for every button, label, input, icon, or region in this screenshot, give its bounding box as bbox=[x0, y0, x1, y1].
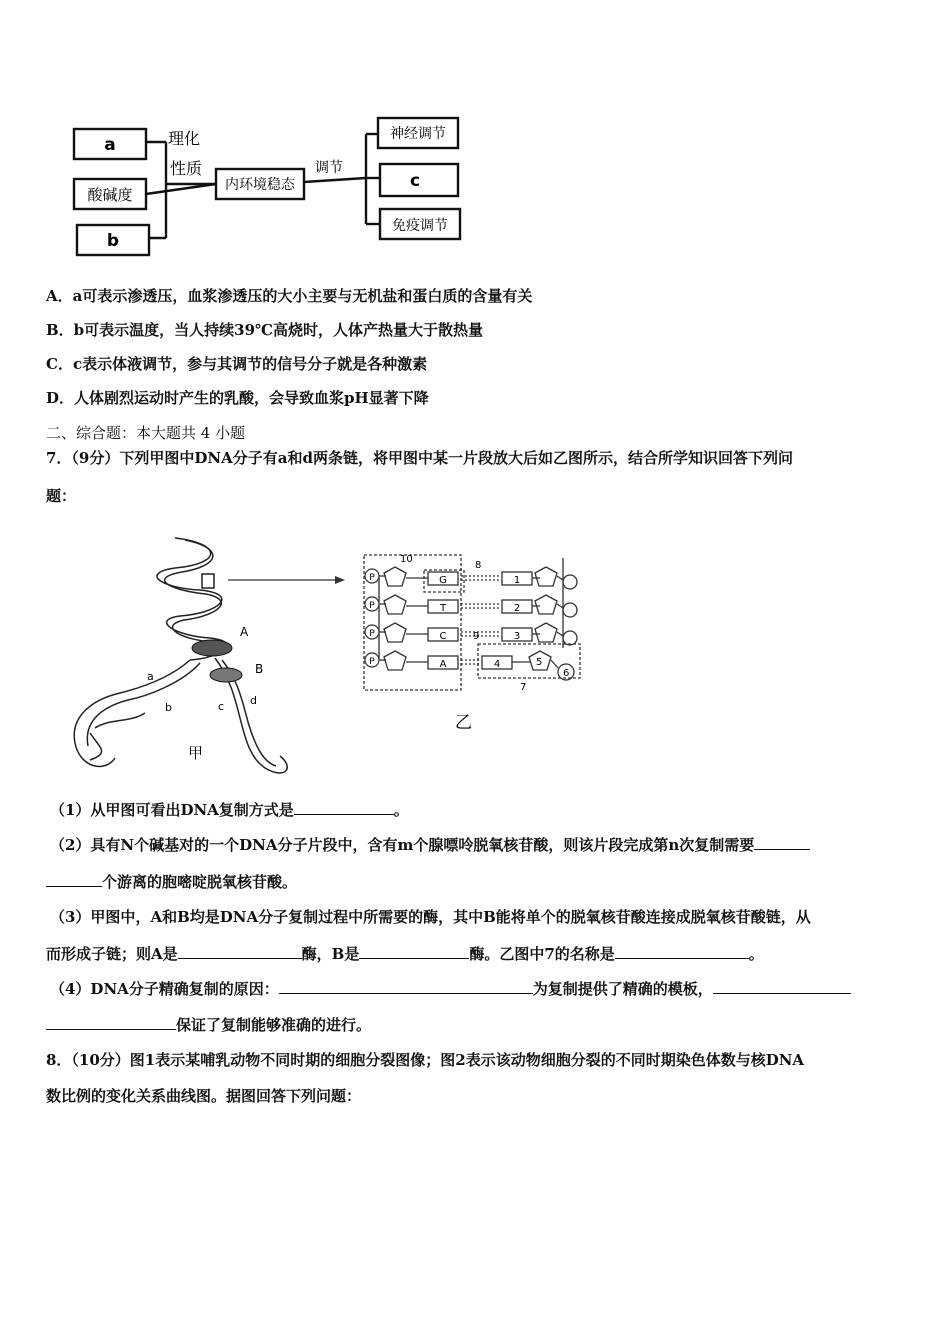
answer-blank-4b[interactable] bbox=[713, 979, 851, 994]
q7-part-3b: 而形成子链；则A是 酶，B是 酶。乙图中7的名称是 。 bbox=[46, 945, 764, 963]
answer-blank-4c[interactable] bbox=[46, 1015, 176, 1030]
base-left-1: G bbox=[439, 575, 447, 586]
fig1-immune: 免疫调节 bbox=[392, 218, 448, 234]
q7-part-1: （1）从甲图可看出DNA复制方式是 。 bbox=[50, 801, 409, 819]
phosphate-3: P bbox=[369, 629, 375, 639]
base-right-4: 4 bbox=[493, 659, 501, 670]
q6-option-a: A．a可表示渗透压，血浆渗透压的大小主要与无机盐和蛋白质的含量有关 bbox=[46, 287, 533, 305]
num-8: 8 bbox=[475, 560, 482, 571]
caption-jia: 甲 bbox=[188, 744, 204, 762]
row-2 bbox=[379, 595, 577, 617]
label-a: a bbox=[147, 670, 154, 683]
q7-part-3: （3）甲图中，A和B均是DNA分子复制过程中所需要的酶，其中B能将单个的脱氧核苷酸连接成脱氧核苷酸链，从 bbox=[50, 908, 811, 926]
answer-blank-3b[interactable] bbox=[359, 944, 469, 959]
num-10: 10 bbox=[400, 554, 413, 565]
dna-helix-drawing bbox=[74, 538, 287, 773]
answer-blank-1[interactable] bbox=[294, 800, 394, 815]
base-left-4: A bbox=[439, 659, 447, 670]
row-4 bbox=[379, 651, 574, 680]
q8-stem-2: 数比例的变化关系曲线图。据图回答下列问题： bbox=[46, 1087, 362, 1105]
phosphate-4: P bbox=[369, 657, 375, 667]
label-b: b bbox=[165, 701, 172, 714]
q6-option-c: C．c表示体液调节，参与其调节的信号分子就是各种激素 bbox=[46, 355, 428, 373]
q6-option-d: D．人体剧烈运动时产生的乳酸，会导致血浆pH显著下降 bbox=[46, 389, 429, 407]
fig1-physchem-1: 理化 bbox=[168, 129, 201, 148]
phosphate-2: P bbox=[369, 601, 375, 611]
base-right-3: 3 bbox=[513, 631, 521, 642]
base-left-3: C bbox=[439, 631, 447, 642]
q7-part-4: （4）DNA分子精确复制的原因： 为复制提供了精确的模板， bbox=[50, 979, 851, 999]
base-right-2: 2 bbox=[513, 603, 521, 614]
num-7: 7 bbox=[520, 682, 527, 693]
phosphate-1: P bbox=[369, 573, 375, 583]
base-left-2: T bbox=[439, 603, 447, 614]
q7-stem-1: 7．（9分）下列甲图中DNA分子有a和d两条链，将甲图中某一片段放大后如乙图所示，结合所学知识回答下列问 bbox=[46, 449, 793, 467]
q7-part-4b: 保证了复制能够准确的进行。 bbox=[46, 1015, 371, 1035]
answer-blank-2a[interactable] bbox=[754, 835, 810, 850]
num-6: 6 bbox=[563, 668, 570, 679]
homeostasis-diagram bbox=[70, 112, 470, 262]
fig1-regulate: 调节 bbox=[315, 160, 343, 176]
fig1-box-a: a bbox=[104, 135, 116, 155]
num-9: 9 bbox=[473, 631, 480, 642]
enzyme-a-ellipse bbox=[192, 640, 232, 656]
fig1-box-acid: 酸碱度 bbox=[87, 186, 133, 204]
fig1-box-b: b bbox=[106, 231, 120, 251]
answer-blank-3c[interactable] bbox=[615, 944, 749, 959]
q7-part-2: （2）具有N个碱基对的一个DNA分子片段中，含有m个腺嘌呤脱氧核苷酸，则该片段完成第n次复制需要 bbox=[50, 835, 810, 855]
q6-option-b: B．b可表示温度，当人持续39℃高烧时，人体产热量大于散热量 bbox=[46, 321, 484, 339]
fig1-box-c: c bbox=[409, 171, 421, 191]
answer-blank-4a[interactable] bbox=[279, 979, 533, 994]
q7-part-2b: 个游离的胞嘧啶脱氧核苷酸。 bbox=[46, 872, 297, 892]
caption-yi: 乙 bbox=[455, 713, 472, 733]
label-d: d bbox=[250, 694, 257, 707]
q7-stem-2: 题： bbox=[46, 487, 77, 505]
dna-figure bbox=[50, 528, 590, 788]
label-A: A bbox=[240, 625, 249, 639]
answer-blank-2b[interactable] bbox=[46, 872, 102, 887]
section-heading: 二、综合题：本大题共 4 小题 bbox=[46, 424, 246, 442]
enzyme-b-ellipse bbox=[210, 668, 242, 682]
base-right-1: 1 bbox=[513, 575, 521, 586]
num-5: 5 bbox=[536, 657, 543, 668]
label-B: B bbox=[255, 662, 264, 676]
label-c: c bbox=[218, 700, 225, 713]
q8-stem-1: 8．（10分）图1表示某哺乳动物不同时期的细胞分裂图像；图2表示该动物细胞分裂的不同时期染色体数与核DNA bbox=[46, 1051, 805, 1069]
fig1-physchem-2: 性质 bbox=[170, 159, 203, 178]
fig1-center: 内环境稳态 bbox=[225, 177, 295, 193]
answer-blank-3a[interactable] bbox=[178, 944, 302, 959]
fig1-neural: 神经调节 bbox=[390, 126, 446, 142]
